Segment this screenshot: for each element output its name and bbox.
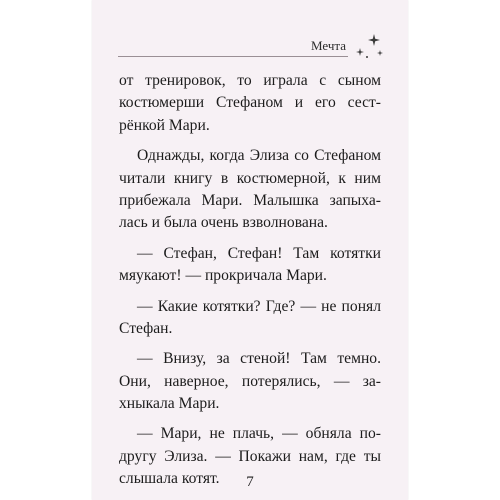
text-line: Однажды, когда Элиза со Стефаном [137, 147, 381, 165]
text-line: хныкала Мари. [119, 395, 220, 413]
text-line: от тренировок, то играла с сыном [119, 72, 381, 89]
page-number: 7 [246, 474, 254, 490]
text-line: слышала котят. [119, 470, 220, 488]
text-line: — Мари, не плачь, — обняла по- [137, 425, 381, 443]
sparkle-stars-icon [350, 32, 386, 62]
body-text [119, 70, 381, 491]
text-line: прибежала Мари. Малышка запыха- [119, 191, 381, 209]
text-line: лась и была очень взволнована. [119, 214, 328, 232]
text-line: — Какие котятки? Где? — не понял [137, 297, 381, 315]
text-line: мяукают! — прокричала Мари. [119, 267, 327, 285]
text-line: Стефан. [119, 319, 173, 337]
text-line: — Стефан, Стефан! Там котятки [137, 244, 381, 262]
book-page [92, 0, 408, 500]
header-rule [118, 56, 348, 57]
text-line: костюмерши Стефаном и его сест- [119, 94, 381, 112]
text-line: рёнкой Мари. [119, 116, 210, 134]
text-line: другу Элиза. — Покажи нам, где ты [119, 447, 381, 465]
header-title: Мечта [311, 38, 346, 53]
text-line: читали книгу в костюмерной, к ним [119, 169, 381, 187]
running-header [118, 38, 386, 60]
text-line: Они, наверное, потерялись, — за- [119, 372, 381, 390]
text-line: — Внизу, за стеной! Там темно. [137, 350, 381, 368]
